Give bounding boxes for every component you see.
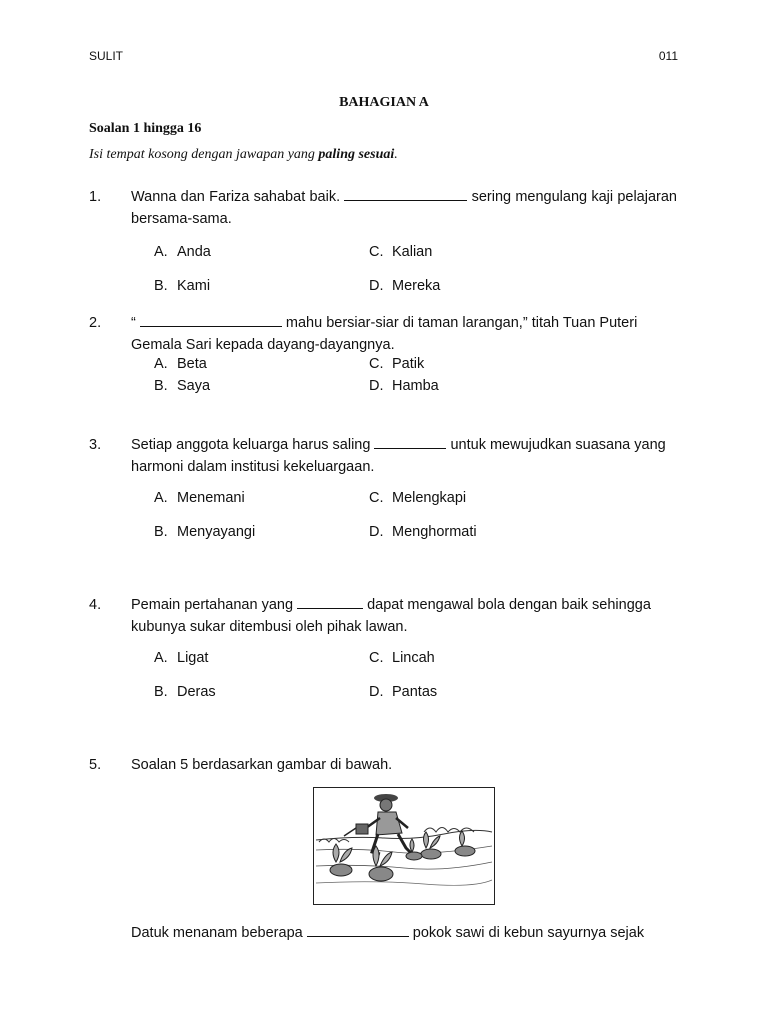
- question-3-number: 3.: [89, 437, 102, 453]
- instruction-text: Isi tempat kosong dengan jawapan yang: [89, 147, 319, 162]
- option-text: Mereka: [392, 278, 441, 294]
- instruction-emphasis: paling sesuai: [318, 147, 395, 162]
- option-text: Melengkapi: [392, 490, 467, 506]
- option-text: Lincah: [392, 650, 435, 666]
- option-text: Menghormati: [392, 524, 477, 540]
- answer-blank: [307, 922, 409, 937]
- option-letter: B.: [154, 378, 168, 394]
- option-letter: A.: [154, 244, 168, 260]
- option-letter: A.: [154, 650, 168, 666]
- option-letter: B.: [154, 278, 168, 294]
- header-sulit: SULIT: [89, 49, 124, 63]
- question-5-text-start: Datuk menanam beberapa: [131, 925, 307, 941]
- option-a[interactable]: [154, 244, 211, 260]
- question-5-number: 5.: [89, 757, 102, 773]
- option-letter: D.: [369, 378, 384, 394]
- question-4-text-start: Pemain pertahanan yang: [131, 597, 298, 613]
- answer-blank: [344, 186, 467, 201]
- option-c[interactable]: [369, 490, 466, 506]
- question-1-text-start: Wanna dan Fariza sahabat baik.: [131, 189, 345, 205]
- option-b[interactable]: [154, 378, 210, 394]
- option-c[interactable]: [369, 244, 432, 260]
- question-2-text-end: mahu bersiar-siar di taman larangan,” titah Tuan Puteri Gemala Sari kepada dayang-dayangnya.: [131, 315, 638, 353]
- option-text: Ligat: [177, 650, 209, 666]
- option-text: Menyayangi: [177, 524, 256, 540]
- option-text: Anda: [177, 244, 211, 260]
- option-text: Kalian: [392, 244, 433, 260]
- question-5-picture: [313, 787, 495, 905]
- option-d[interactable]: [369, 684, 437, 700]
- option-text: Deras: [177, 684, 216, 700]
- option-text: Pantas: [392, 684, 438, 700]
- section-title: BAHAGIAN A: [339, 95, 429, 110]
- option-b[interactable]: [154, 684, 216, 700]
- option-b[interactable]: [154, 524, 255, 540]
- option-letter: D.: [369, 524, 384, 540]
- instruction: [89, 147, 398, 163]
- option-d[interactable]: [369, 378, 439, 394]
- option-letter: A.: [154, 356, 168, 372]
- question-1-number: 1.: [89, 189, 102, 205]
- instruction-end: .: [394, 147, 398, 162]
- option-a[interactable]: [154, 650, 208, 666]
- option-letter: D.: [369, 684, 384, 700]
- question-1-text: [131, 186, 677, 230]
- answer-blank: [140, 312, 282, 327]
- option-text: Beta: [177, 356, 207, 372]
- gardening-illustration: [314, 788, 493, 903]
- option-b[interactable]: [154, 278, 210, 294]
- question-4-text-end: dapat mengawal bola dengan baik sehingga kubunya sukar ditembusi oleh pihak lawan.: [131, 597, 651, 635]
- question-2-text: [131, 312, 677, 356]
- option-letter: B.: [154, 684, 168, 700]
- option-c[interactable]: [369, 356, 424, 372]
- option-text: Saya: [177, 378, 211, 394]
- question-2-text-start: “: [131, 315, 140, 331]
- answer-blank: [374, 434, 446, 449]
- option-letter: D.: [369, 278, 384, 294]
- option-d[interactable]: [369, 278, 440, 294]
- option-text: Patik: [392, 356, 425, 372]
- option-text: Menemani: [177, 490, 245, 506]
- option-letter: C.: [369, 244, 384, 260]
- option-c[interactable]: [369, 650, 435, 666]
- option-letter: C.: [369, 356, 384, 372]
- question-4-text: [131, 594, 677, 638]
- answer-blank: [297, 594, 363, 609]
- option-d[interactable]: [369, 524, 477, 540]
- question-3-text: [131, 434, 677, 478]
- question-5-text: [131, 922, 677, 944]
- option-a[interactable]: [154, 356, 207, 372]
- option-a[interactable]: [154, 490, 245, 506]
- question-4-number: 4.: [89, 597, 102, 613]
- question-5-stem: Soalan 5 berdasarkan gambar di bawah.: [131, 757, 393, 773]
- question-3-text-end: untuk mewujudkan suasana yang harmoni dalam institusi kekeluargaan.: [131, 437, 666, 475]
- option-letter: C.: [369, 650, 384, 666]
- header-page-code: 011: [658, 49, 678, 63]
- option-letter: C.: [369, 490, 384, 506]
- option-text: Hamba: [392, 378, 439, 394]
- question-1-text-end: sering mengulang kaji pelajaran bersama-sama.: [131, 189, 677, 227]
- option-letter: B.: [154, 524, 168, 540]
- question-2-number: 2.: [89, 315, 102, 331]
- question-3-text-start: Setiap anggota keluarga harus saling: [131, 437, 375, 453]
- option-letter: A.: [154, 490, 168, 506]
- question-5-text-end: pokok sawi di kebun sayurnya sejak: [408, 925, 645, 941]
- question-range: Soalan 1 hingga 16: [89, 121, 202, 136]
- option-text: Kami: [177, 278, 211, 294]
